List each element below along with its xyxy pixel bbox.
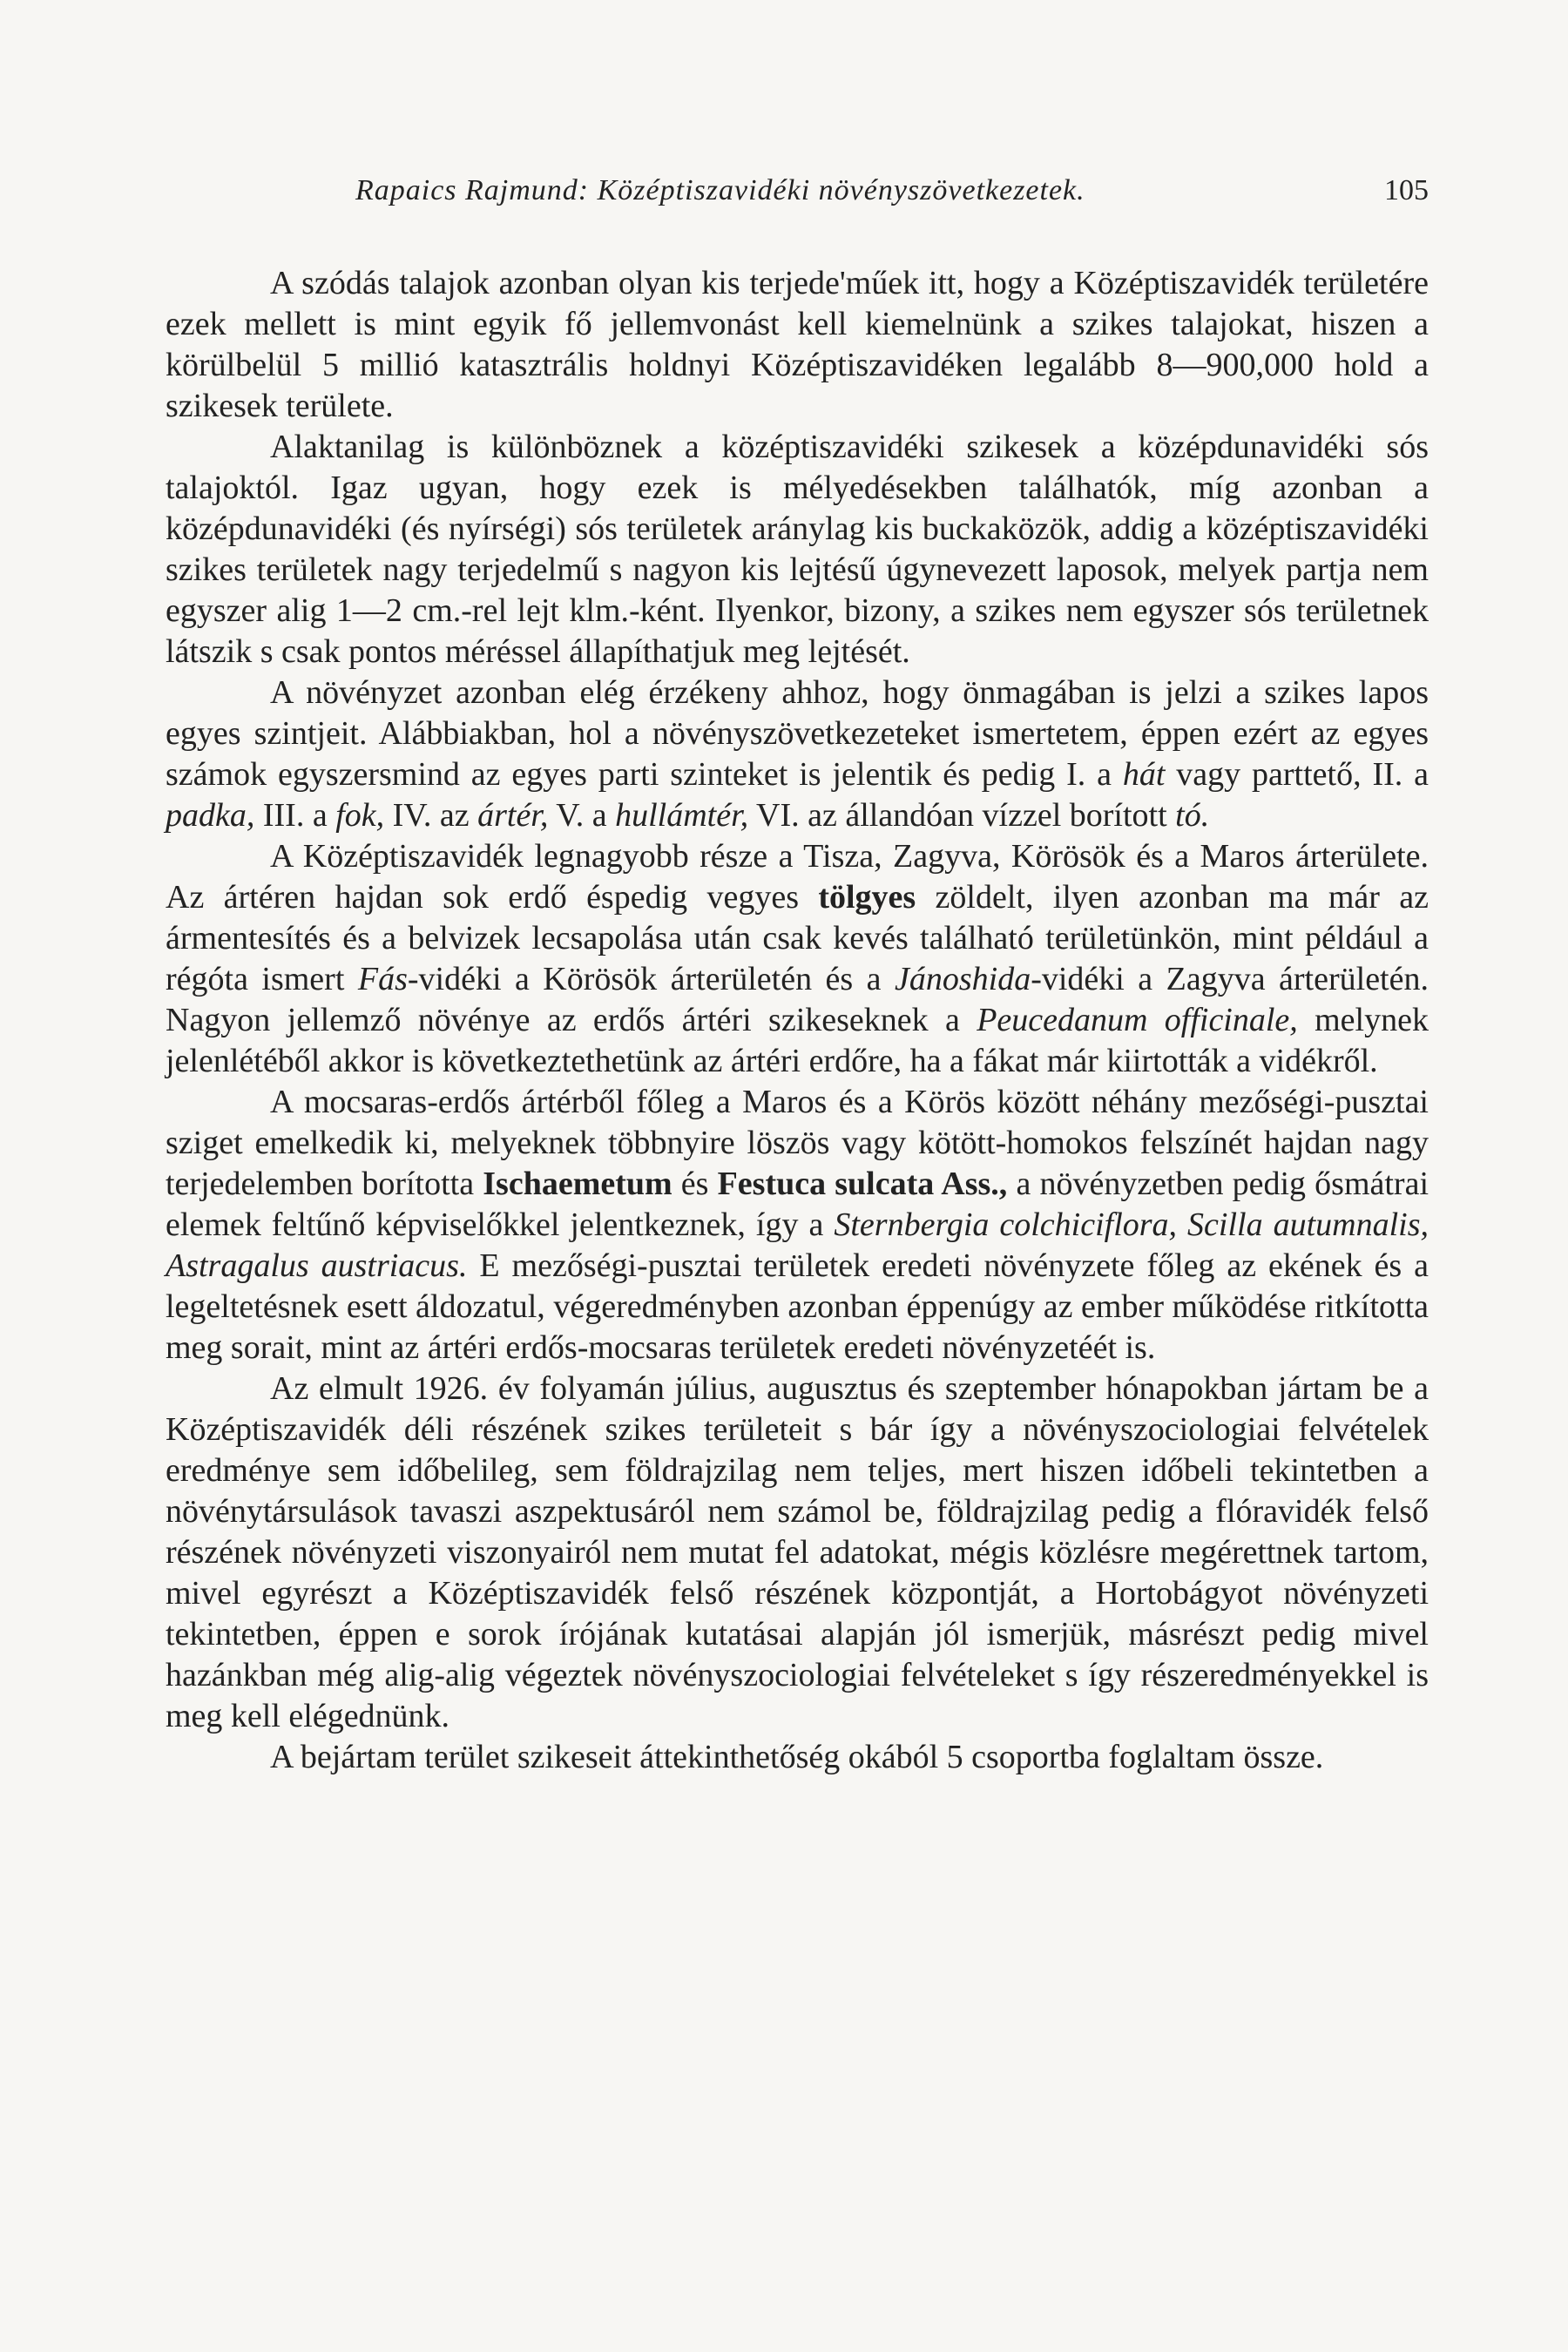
- association-festuca: Festuca sulcata Ass.,: [717, 1166, 1008, 1202]
- paragraph-1: [166, 263, 1429, 427]
- term-tolgyes: tölgyes: [818, 879, 916, 916]
- term-padka: padka,: [166, 797, 255, 834]
- text-run: A mocsaras-erdős ártérből főleg a Maros és a Körös között néhány mezőségi-pusztai sziget emelkedik ki, melyeknek többnyire löszös vagy kötött-homokos felszínét hajdan nagy terjedelemben borította: [166, 1084, 1429, 1202]
- text-run: -vidéki a Zagyva árterületén. Nagyon jellemző növénye az erdős ártéri szikeseknek a: [166, 961, 1429, 1038]
- running-head: Rapaics Rajmund: Középtiszavidéki növényszövetkezetek.: [355, 174, 1085, 206]
- term-hat: hát: [1122, 756, 1166, 793]
- paragraph-2: [166, 427, 1429, 672]
- species-list: Sternbergia colchiciflora, Scilla autumnalis, Astragalus austriacus.: [166, 1206, 1429, 1284]
- paragraph-4: [166, 836, 1429, 1082]
- page: [166, 166, 1429, 1778]
- paragraph-6: [166, 1369, 1429, 1737]
- text-run: Az elmult 1926. év folyamán július, augusztus és szeptember hónapokban jártam be a Középtiszavidék déli részének szikes területeit s bár így a növényszociologiai felvételek eredménye sem időbelileg, sem földrajzilag nem teljes, mert hiszen időbeli tekintetben a növénytársulások tavaszi aszpektusáról nem számol be, földrajzilag pedig a flóravidék felső részének növényzeti viszonyairól nem mutat fel adatokat, mégis közlésre megérettnek tartom, mivel egyrészt a Középtiszavidék felső részének központját, a Hortobágyot növényzeti tekintetben, éppen e sorok írójának kutatásai alapján jól ismerjük, másrészt pedig mivel hazánkban még alig-alig végeztek növényszociologiai felvételeket s így részeredményekkel is meg kell elégednünk.: [166, 1370, 1429, 1734]
- text-run: -vidéki a Körösök árterületén és a: [407, 961, 895, 997]
- text-run: V. a: [548, 797, 616, 834]
- term-arter: ártér,: [477, 797, 549, 834]
- association-ischaemetum: Ischaemetum: [483, 1166, 672, 1202]
- page-number: 105: [1384, 174, 1429, 206]
- place-janoshida: Jánoshida: [894, 961, 1031, 997]
- text-run: vagy parttető, II. a: [1165, 756, 1429, 793]
- text-run: és: [672, 1166, 718, 1202]
- text-run: A növényzet azonban elég érzékeny ahhoz, hogy önmagában is jelzi a szikes lapos egyes szintjeit. Alábbiakban, hol a növényszövetkezeteket ismertetem, éppen ezért az egyes számok egyszersmind az egyes parti szinteket is jelentik és pedig I. a: [166, 674, 1429, 793]
- text-run: III. a: [254, 797, 336, 834]
- term-fok: fok,: [335, 797, 385, 834]
- text-run: IV. az: [384, 797, 478, 834]
- body-text: [166, 263, 1429, 1778]
- term-hullamter: hullámtér,: [615, 797, 749, 834]
- paragraph-5: [166, 1082, 1429, 1369]
- text-run: zöldelt, ilyen azonban ma már az ármentesítés és a belvizek lecsapolása után csak kevés található területünkön, mint például a régóta ismert: [166, 879, 1429, 997]
- paragraph-3: [166, 672, 1429, 836]
- species-peucedanum: Peucedanum officinale,: [977, 1002, 1298, 1038]
- text-run: melynek jelenlétéből akkor is következtethetünk az ártéri erdőre, ha a fákat már kiirtották a vidékről.: [166, 1002, 1429, 1079]
- page-header: [166, 166, 1429, 218]
- text-run: A szódás talajok azonban olyan kis terjede'műek itt, hogy a Középtiszavidék területére ezek mellett is mint egyik fő jellemvonást kell kiemelnünk a szikes talajokat, hiszen a körülbelül 5 millió katasztrális holdnyi Középtiszavidéken legalább 8—900,000 hold a szikesek területe.: [166, 265, 1429, 424]
- term-to: tó.: [1175, 797, 1210, 834]
- text-run: A Középtiszavidék legnagyobb része a Tisza, Zagyva, Körösök és a Maros árterülete. Az ártéren hajdan sok erdő éspedig vegyes: [166, 838, 1429, 916]
- text-run: A bejártam terület szikeseit áttekinthetőség okából 5 csoportba foglaltam össze.: [270, 1739, 1324, 1775]
- text-run: E mezőségi-pusztai területek eredeti növényzete főleg az ekének és a legeltetésnek esett áldozatul, végeredményben azonban éppenúgy az ember működése ritkította meg sorait, mint az ártéri erdős-mocsaras területek eredeti növényzetéét is.: [166, 1247, 1429, 1366]
- text-run: a növényzetben pedig ősmátrai elemek feltűnő képviselőkkel jelentkeznek, így a: [166, 1166, 1429, 1243]
- text-run: VI. az állandóan vízzel borított: [748, 797, 1176, 834]
- place-fas: Fás: [357, 961, 408, 997]
- text-run: Alaktanilag is különböznek a középtiszavidéki szikesek a középdunavidéki sós talajoktól. Igaz ugyan, hogy ezek is mélyedésekben találhatók, míg azonban a középdunavidéki (és nyírségi) sós területek aránylag kis buckaközök, addig a középtiszavidéki szikes területek nagy terjedelmű s nagyon kis lejtésű úgynevezett laposok, melyek partja nem egyszer alig 1—2 cm.-rel lejt klm.-ként. Ilyenkor, bizony, a szikes nem egyszer sós területnek látszik s csak pontos méréssel állapíthatjuk meg lejtését.: [166, 429, 1429, 670]
- paragraph-7: [166, 1737, 1429, 1778]
